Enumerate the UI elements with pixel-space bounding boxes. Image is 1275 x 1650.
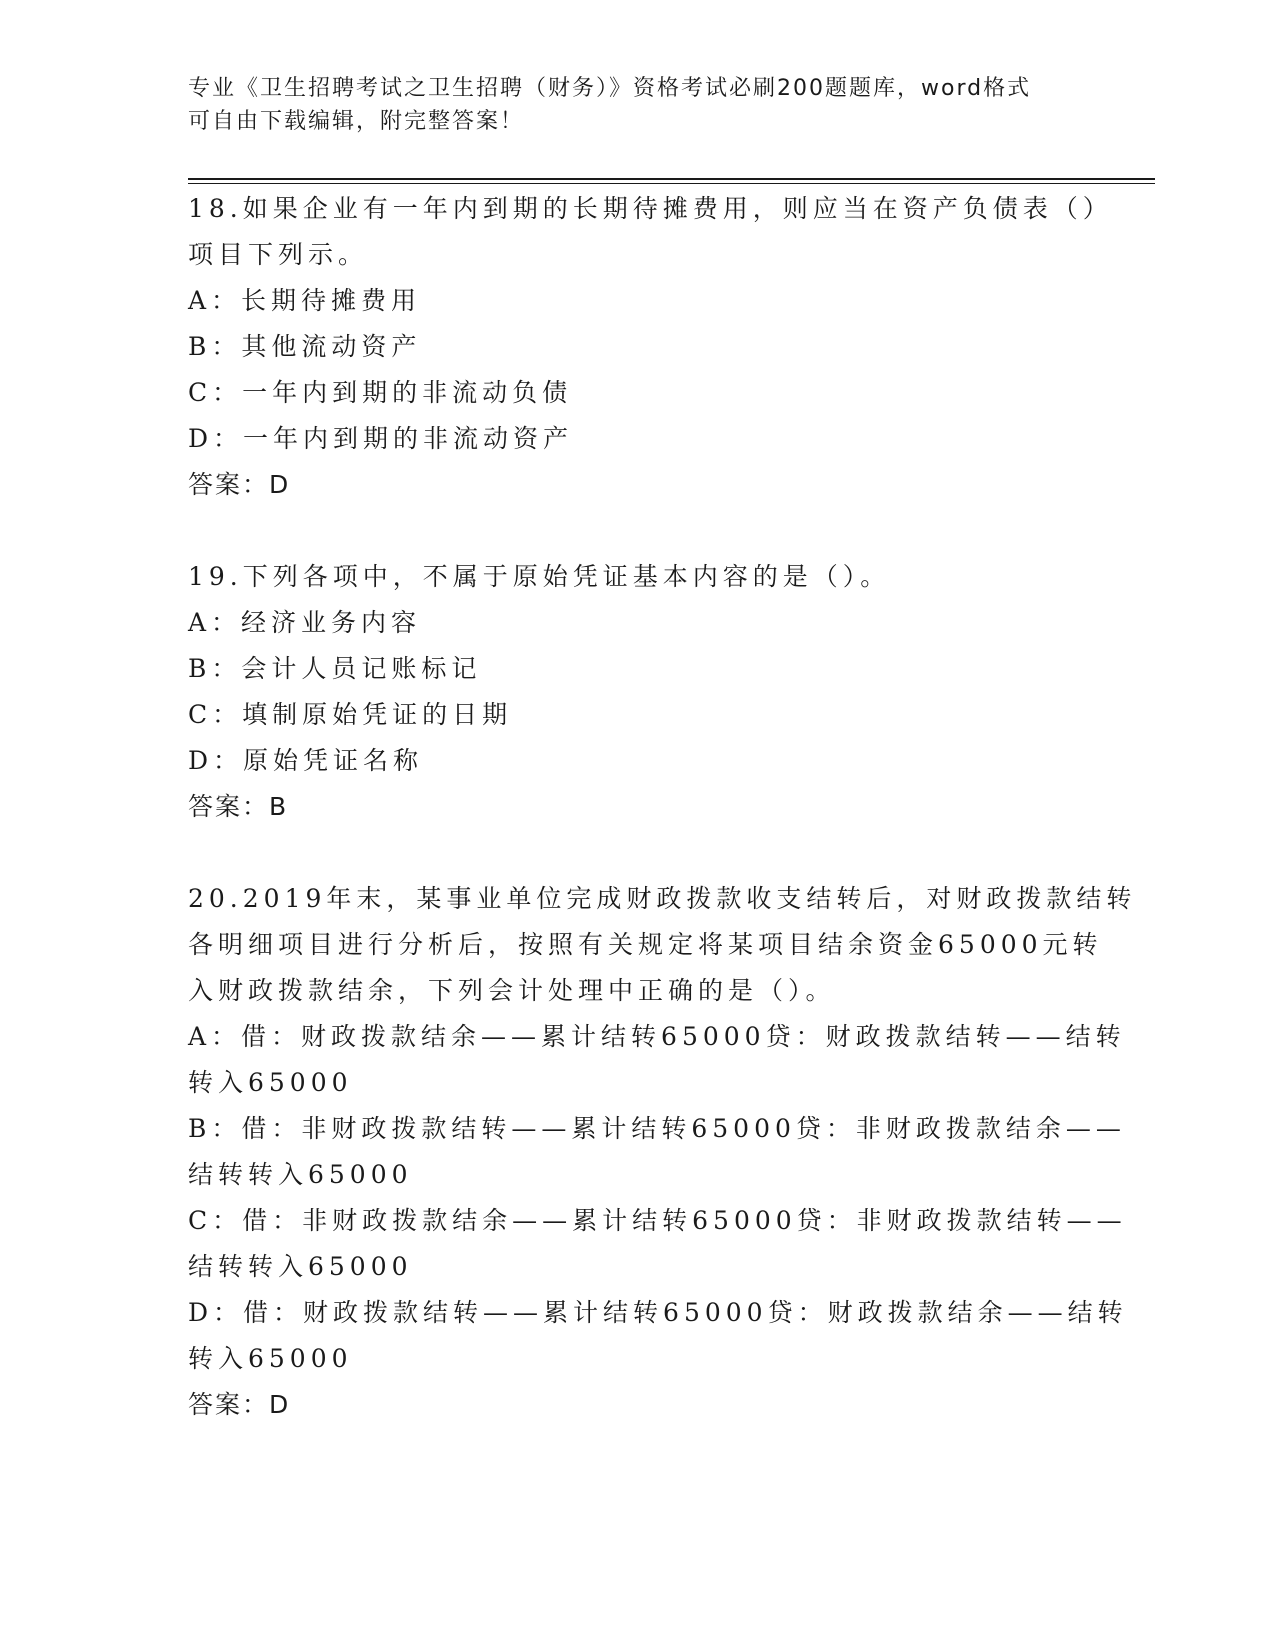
- option-b-continued: 结转转入65000: [188, 1160, 413, 1189]
- option-c: C：借：非财政拨款结余——累计结转65000贷：非财政拨款结转——: [188, 1206, 1127, 1235]
- option-c: C：一年内到期的非流动负债: [188, 378, 573, 407]
- answer-line: 答案：D: [188, 470, 291, 499]
- question-18: [188, 186, 1113, 508]
- question-stem-line: 项目下列示。: [188, 240, 369, 269]
- question-spacer: [188, 508, 1088, 554]
- option-d: D：原始凭证名称: [188, 746, 424, 775]
- document-header: [188, 72, 1068, 138]
- option-a: A：经济业务内容: [188, 608, 422, 637]
- question-list: [188, 186, 1137, 1428]
- question-stem-line: 18.如果企业有一年内到期的长期待摊费用，则应当在资产负债表（）: [188, 194, 1113, 223]
- question-stem-line: 各明细项目进行分析后，按照有关规定将某项目结余资金65000元转: [188, 930, 1103, 959]
- option-c: C：填制原始凭证的日期: [188, 700, 513, 729]
- question-stem-line: 入财政拨款结余，下列会计处理中正确的是（）。: [188, 976, 836, 1005]
- header-divider-thin: [188, 183, 1155, 184]
- option-d: D：一年内到期的非流动资产: [188, 424, 574, 453]
- header-divider-thick: [188, 178, 1155, 180]
- option-c-continued: 结转转入65000: [188, 1252, 413, 1281]
- header-line-1: 专业《卫生招聘考试之卫生招聘（财务）》资格考试必刷200题题库，word格式: [188, 76, 1032, 101]
- option-b: B：借：非财政拨款结转——累计结转65000贷：非财政拨款结余——: [188, 1114, 1126, 1143]
- question-20: [188, 876, 1137, 1428]
- option-a-continued: 转入65000: [188, 1068, 353, 1097]
- option-d-continued: 转入65000: [188, 1344, 353, 1373]
- question-19: [188, 554, 1088, 830]
- option-b: B：其他流动资产: [188, 332, 422, 361]
- question-stem-line: 20.2019年末，某事业单位完成财政拨款收支结转后，对财政拨款结转: [188, 884, 1137, 913]
- answer-line: 答案：D: [188, 1390, 291, 1419]
- answer-line: 答案：B: [188, 792, 289, 821]
- option-b: B：会计人员记账标记: [188, 654, 482, 683]
- option-a: A：借：财政拨款结余——累计结转65000贷：财政拨款结转——结转: [188, 1022, 1126, 1051]
- option-d: D：借：财政拨款结转——累计结转65000贷：财政拨款结余——结转: [188, 1298, 1128, 1327]
- question-stem-line: 19.下列各项中，不属于原始凭证基本内容的是（）。: [188, 562, 891, 591]
- question-spacer: [188, 830, 1088, 876]
- header-line-2: 可自由下载编辑，附完整答案！: [188, 109, 525, 134]
- option-a: A：长期待摊费用: [188, 286, 422, 315]
